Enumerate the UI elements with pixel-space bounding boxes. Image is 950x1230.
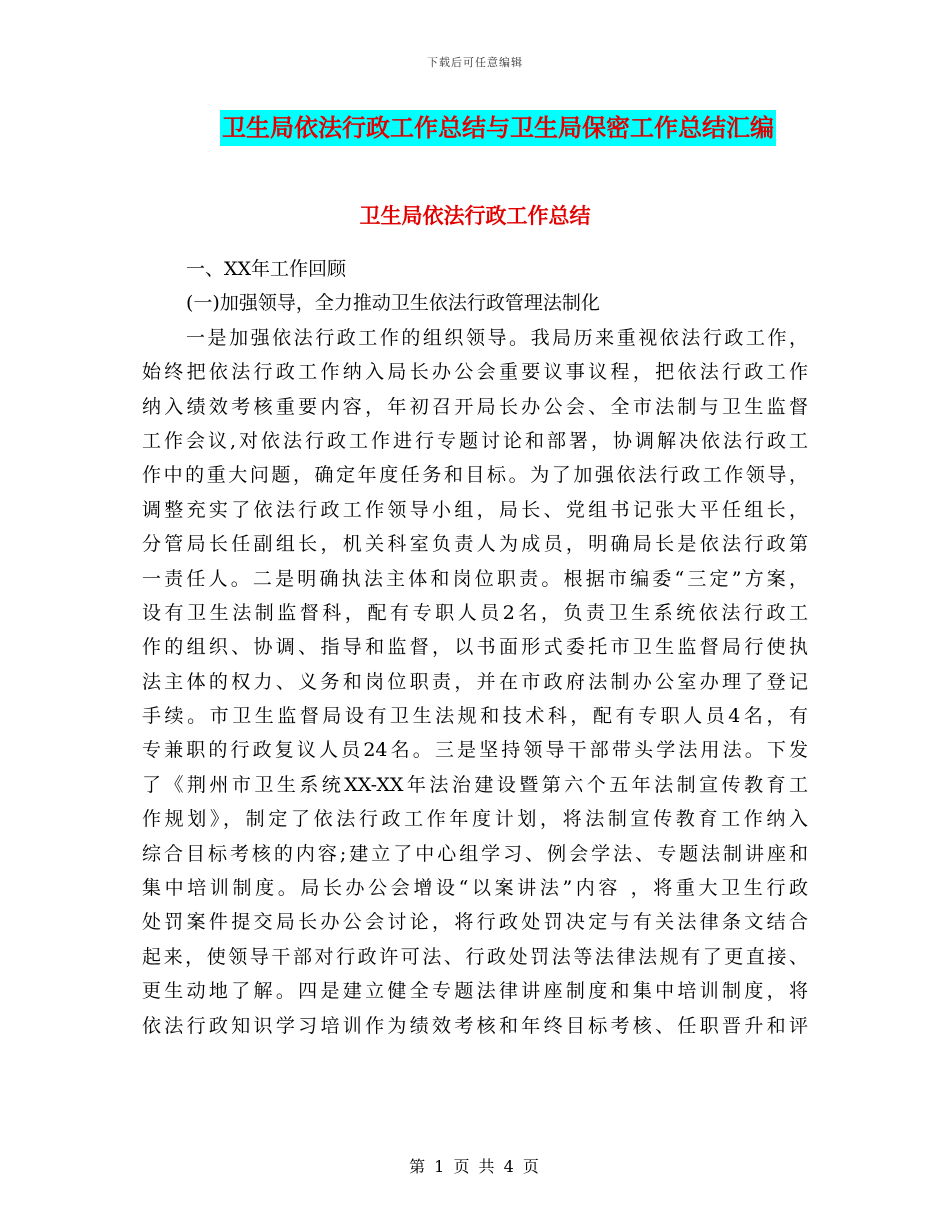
body-line: 作规划》，制定了依法行政工作年度计划，将法制宣传教育工作纳入 — [142, 808, 808, 831]
body-line: 作的组织、协调、指导和监督，以书面形式委托市卫生监督局行使执 — [142, 636, 808, 659]
body-line: 一是加强依法行政工作的组织领导。我局历来重视依法行政工作， — [186, 326, 808, 349]
body-line: 专兼职的行政复议人员24名。三是坚持领导干部带头学法用法。下发 — [142, 739, 808, 762]
body-line: 手续。市卫生监督局设有卫生法规和技术科，配有专职人员4名，有 — [142, 705, 808, 728]
body-line: 工作会议,对依法行政工作进行专题讨论和部署，协调解决依法行政工 — [142, 429, 808, 452]
document-body — [142, 252, 808, 1043]
body-line: 始终把依法行政工作纳入局长办公会重要议事议程，把依法行政工作 — [142, 361, 808, 384]
heading-year-review: 一、XX年工作回顾 — [186, 258, 347, 280]
body-line: 调整充实了依法行政工作领导小组，局长、党组书记张大平任组长， — [142, 498, 808, 521]
document-main-title: 卫生局依法行政工作总结与卫生局保密工作总结汇编 — [220, 110, 776, 146]
body-line: 综合目标考核的内容;建立了中心组学习、例会学法、专题法制讲座和 — [142, 842, 808, 865]
body-line: 起来，使领导干部对行政许可法、行政处罚法等法律法规有了更直接、 — [142, 945, 808, 968]
body-line: 设有卫生法制监督科，配有专职人员2名，负责卫生系统依法行政工 — [142, 601, 808, 624]
body-line: 集中培训制度。局长办公会增设“以案讲法”内容 ，将重大卫生行政 — [142, 877, 808, 900]
body-line: 更生动地了解。四是建立健全专题法律讲座制度和集中培训制度，将 — [142, 980, 808, 1003]
body-line: 了《荆州市卫生系统XX-XX年法治建设暨第六个五年法制宣传教育工 — [142, 773, 808, 796]
body-line: 分管局长任副组长，机关科室负责人为成员，明确局长是依法行政第 — [142, 533, 808, 556]
body-line: 作中的重大问题，确定年度任务和目标。为了加强依法行政工作领导， — [142, 464, 808, 487]
main-title-wrap — [0, 110, 950, 146]
section-title: 卫生局依法行政工作总结 — [359, 204, 591, 228]
header-note: 下载后可任意编辑 — [427, 56, 523, 69]
body-line: 一责任人。二是明确执法主体和岗位职责。根据市编委“三定”方案， — [142, 567, 808, 590]
subheading-leadership: (一)加强领导，全力推动卫生依法行政管理法制化 — [186, 292, 600, 315]
page-footer: 第 1 页 共 4 页 — [409, 1157, 541, 1176]
body-line: 处罚案件提交局长办公会讨论，将行政处罚决定与有关法律条文结合 — [142, 911, 808, 934]
body-line: 依法行政知识学习培训作为绩效考核和年终目标考核、任职晋升和评 — [142, 1014, 808, 1037]
body-line: 纳入绩效考核重要内容，年初召开局长办公会、全市法制与卫生监督 — [142, 395, 808, 418]
body-line: 法主体的权力、义务和岗位职责，并在市政府法制办公室办理了登记 — [142, 670, 808, 693]
